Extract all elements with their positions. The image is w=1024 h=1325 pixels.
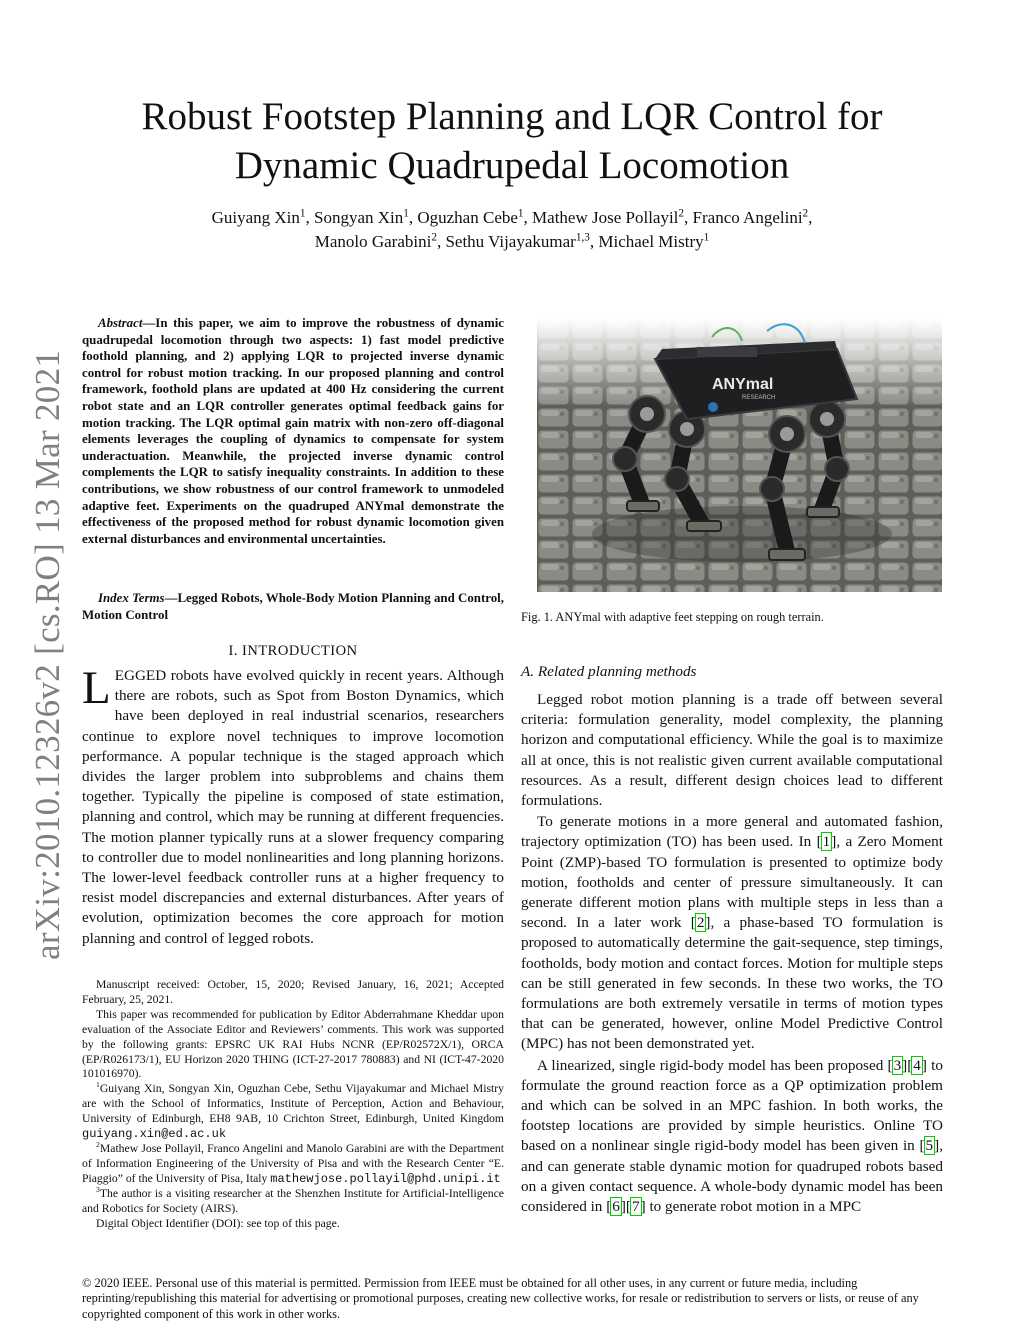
text-span: , a Zero Moment Point (ZMP)-based TO formulation is presented to optimize body motion, footholds and center of pressure simultaneously. It can generate different motion plans with multiple steps in less than a second. In a later work xyxy=(521,833,943,932)
affiliation-text: Guiyang Xin, Songyan Xin, Oguzhan Cebe, Sethu Vijayakumar and Michael Mistry are with the School of Informatics, Institute of Perception, Action and Behaviour, University of Edinburgh, EH8 9AB, 10 Crichton Street, Edinburgh, United Kingdom xyxy=(82,1082,504,1126)
abstract xyxy=(82,315,504,547)
citation-link[interactable]: 1 xyxy=(822,833,831,851)
email-link[interactable]: guiyang.xin@ed.ac.uk xyxy=(82,1127,227,1142)
text-span: A linearized, single rigid-body model has been proposed xyxy=(537,1056,888,1074)
author: Guiyang Xin xyxy=(211,208,300,227)
author-line-1: Guiyang Xin$^1$, Songyan Xin$^1$, Oguzhan Cebe$^1$, Mathew Jose Pollayil$^2$, Franco Angelini$^2$, xyxy=(211,207,813,227)
author: Sethu Vijayakumar xyxy=(445,232,576,251)
author-list xyxy=(0,206,1024,254)
citation-link[interactable]: 2 xyxy=(696,914,705,932)
intro-paragraph xyxy=(82,662,504,949)
affiliation-mark: 2 xyxy=(802,207,809,220)
citation-link[interactable]: 7 xyxy=(631,1198,640,1216)
footnote-affiliation-3 xyxy=(82,1184,504,1217)
footnote-received: Manuscript received: October, 15, 2020; Revised January, 16, 2021; Accepted February, 25, 2021. xyxy=(82,978,504,1006)
subsection-heading: A. Related planning methods xyxy=(521,663,697,680)
affiliation-mark: 2 xyxy=(431,231,437,244)
drop-cap: L xyxy=(82,662,111,714)
footnote-affiliation-2 xyxy=(82,1142,504,1187)
author: Mathew Jose Pollayil xyxy=(532,208,679,227)
affiliation-text: Mathew Jose Pollayil, Franco Angelini and Manolo Garabini are with the Department of Information Engineering of the University of Pisa and with the Research Center “E. Piaggio” of the University of Pisa, Italy xyxy=(82,1141,504,1185)
author: Franco Angelini xyxy=(692,208,803,227)
intro-text: EGGED robots have evolved quickly in recent years. Although there are robots, such as Spot from Boston Dynamics, which have been deployed in real industrial scenarios, researchers continue to explore novel techniques to improve locomotion performance. A popular technique is the staged approach which divides the larger problem into subproblems and chains them together. Typically the pipeline is composed of state estimation, planning and control, which may be running at different frequencies. The motion planner typically runs at a slower frequency comparing to controller due to model nonlinearities and long planning horizons. The lower-level feedback controller runs at a higher frequency to resist model discrepancies and external disturbances. After years of evolution, optimization becomes the core approach for motion planning and control of legged robots. xyxy=(82,667,504,947)
author: Michael Mistry xyxy=(598,232,704,251)
footnote-doi: Digital Object Identifier (DOI): see top of this page. xyxy=(96,1216,340,1230)
affiliation-mark: 2 xyxy=(678,207,685,220)
affiliation-mark: 1 xyxy=(703,231,710,244)
paragraph: Legged robot motion planning is a trade off between several criteria: formulation generality, model complexity, the planning horizon and computational efficiency. While the goal is to maximize all at once, this is not realistic given current available computational resources. As a result, different design choices lead to different formulations. xyxy=(521,691,943,810)
footnotes xyxy=(82,978,504,1231)
paper-title xyxy=(0,92,1024,190)
author: Manolo Garabini xyxy=(314,232,432,251)
text-span: To generate motions in a more general and automated fashion, trajectory optimization (TO) has been used. In xyxy=(521,813,943,851)
text-span: to formulate the ground reaction force as a QP optimization problem and which can be solved in an MPC fashion. In both works, the footstep locations are provided by simple heuristics. Online TO based on a nonlinear single rigid-body model has been given in xyxy=(521,1056,943,1155)
footnote-affiliation-1 xyxy=(82,1082,504,1142)
affiliation-mark: 3 xyxy=(96,1184,100,1194)
author-line-2: Manolo Garabini$^2$, Sethu Vijayakumar$^{1,3}$, Michael Mistry$^1$ xyxy=(314,231,710,251)
index-terms-text: —Legged Robots, Whole-Body Motion Planning and Control, Motion Control xyxy=(82,591,504,622)
robot-brand-label: ANYmal xyxy=(712,376,774,393)
abstract-text: —In this paper, we aim to improve the robustness of dynamic quadrupedal locomotion through two aspects: 1) fast model predictive foothold planning, and 2) applying LQR to projected inverse dynamic control for robust motion tracking. In our proposed planning and control framework, foothold plans are updated at 400 Hz considering the current robot state and an LQR controller generates optimal feedback gains for motion tracking. The LQR optimal gain matrix with non-zero off-diagonal elements leverages the coupling of dynamics to compensate for system underactuation. Meanwhile, the projected inverse dynamic control complements the LQR to satisfy inequality constraints. In addition to these contributions, we show robustness of our control framework to unmodeled adaptive feet. Experiments on the quadruped ANYmal demonstrate the effectiveness of the proposed method for robust dynamic locomotion given external disturbances and environmental uncertainties. xyxy=(82,316,504,546)
figure-robot-photo xyxy=(537,319,942,592)
arxiv-stamp: arXiv:2010.12326v2 [cs.RO] 13 Mar 2021 xyxy=(28,349,67,960)
abstract-label: Abstract xyxy=(98,316,143,330)
text-span: , and can generate stable dynamic motion for quadruped robots based on a given contact sequence. A whole-body dynamic model has been considered in xyxy=(521,1137,943,1216)
affiliation-mark: 2 xyxy=(96,1140,100,1150)
affiliation-mark: 1 xyxy=(403,207,409,220)
text-span: to generate robot motion in a MPC xyxy=(645,1198,862,1216)
email-link[interactable]: mathewjose.pollayil@phd.unipi.it xyxy=(270,1171,501,1186)
affiliation-mark: 1 xyxy=(517,207,524,220)
affiliation-mark: 1 xyxy=(96,1080,100,1090)
citation-link[interactable]: 4 xyxy=(913,1056,921,1074)
index-terms-label: Index Terms xyxy=(98,591,165,605)
figure-caption: Fig. 1. ANYmal with adaptive feet stepping on rough terrain. xyxy=(521,610,824,624)
author: Oguzhan Cebe xyxy=(417,208,518,227)
footnote-recommended: This paper was recommended for publication by Editor Abderrahmane Kheddar upon evaluation of the Associate Editor and Reviewers’ comments. This work was supported by the following grants: EPSRC UK RAI Hubs NCNR (EP/R02572X/1), ORCA (EP/R026173/1), EU Horizon 2020 THING (ICT-27-2017 780883) and NI (ICT-47-2020 101016970). xyxy=(82,1007,504,1081)
paragraph: A linearized, single rigid-body model has been proposed [3][4] to formulate the ground reaction force as a QP optimization problem and which can be solved in an MPC fashion. In both works, the footstep locations are provided by simple heuristics. Online TO based on a nonlinear single rigid-body model has been given in [5], and can generate stable dynamic motion for quadruped robots based on a given contact sequence. A whole-body dynamic model has been considered in [6][7] to generate robot motion in a MPC xyxy=(521,1056,943,1216)
index-terms xyxy=(82,590,504,623)
affiliation-text: The author is a visiting researcher at the Shenzhen Institute for Artificial-Intelligence and Robotics for Society (AIRS). xyxy=(82,1186,504,1215)
title-line-1: Robust Footstep Planning and LQR Control for xyxy=(141,95,883,138)
text-span: , a phase-based TO formulation is proposed to automatically determine the gait-sequence, step timings, footholds, body motion and contact forces. Motion for multiple steps can be still generated in few seconds. In these two works, the TO formulations are both extremely versatile in terms of motion types that can be generated, however, online Model Predictive Control (MPC) has not been demonstrated yet. xyxy=(521,914,943,1053)
citation-link[interactable]: 5 xyxy=(925,1137,934,1155)
citation-link[interactable]: 6 xyxy=(612,1198,620,1216)
robot-brand-sub: RESEARCH xyxy=(742,395,776,401)
robot-photo-illustration xyxy=(537,319,942,592)
section-heading: I. INTRODUCTION xyxy=(228,643,358,659)
related-work-text xyxy=(521,690,943,1218)
paragraph: To generate motions in a more general and automated fashion, trajectory optimization (TO) has been used. In [1], a Zero Moment Point (ZMP)-based TO formulation is presented to optimize body motion, footholds and center of pressure simultaneously. It can generate different motion plans with multiple steps in less than a second. In a later work [2], a phase-based TO formulation is proposed to automatically determine the gait-sequence, step timings, footholds, body motion and contact forces. Motion for multiple steps can be still generated in few seconds. In these two works, the TO formulations are both extremely versatile in terms of motion types that can be generated, however, online Model Predictive Control (MPC) has not been demonstrated yet. xyxy=(521,813,943,1053)
copyright-notice: © 2020 IEEE. Personal use of this material is permitted. Permission from IEEE must be obtained for all other uses, in any current or future media, including reprinting/republishing this material for advertising or promotional purposes, creating new collective works, for resale or redistribution to servers or lists, or reuse of any copyrighted component of this work in other works. xyxy=(82,1276,919,1321)
title-line-2: Dynamic Quadrupedal Locomotion xyxy=(234,144,790,187)
author: Songyan Xin xyxy=(314,208,404,227)
affiliation-mark: 1,3 xyxy=(575,231,590,244)
affiliation-mark: 1 xyxy=(299,207,306,220)
citation-link[interactable]: 3 xyxy=(893,1056,902,1074)
